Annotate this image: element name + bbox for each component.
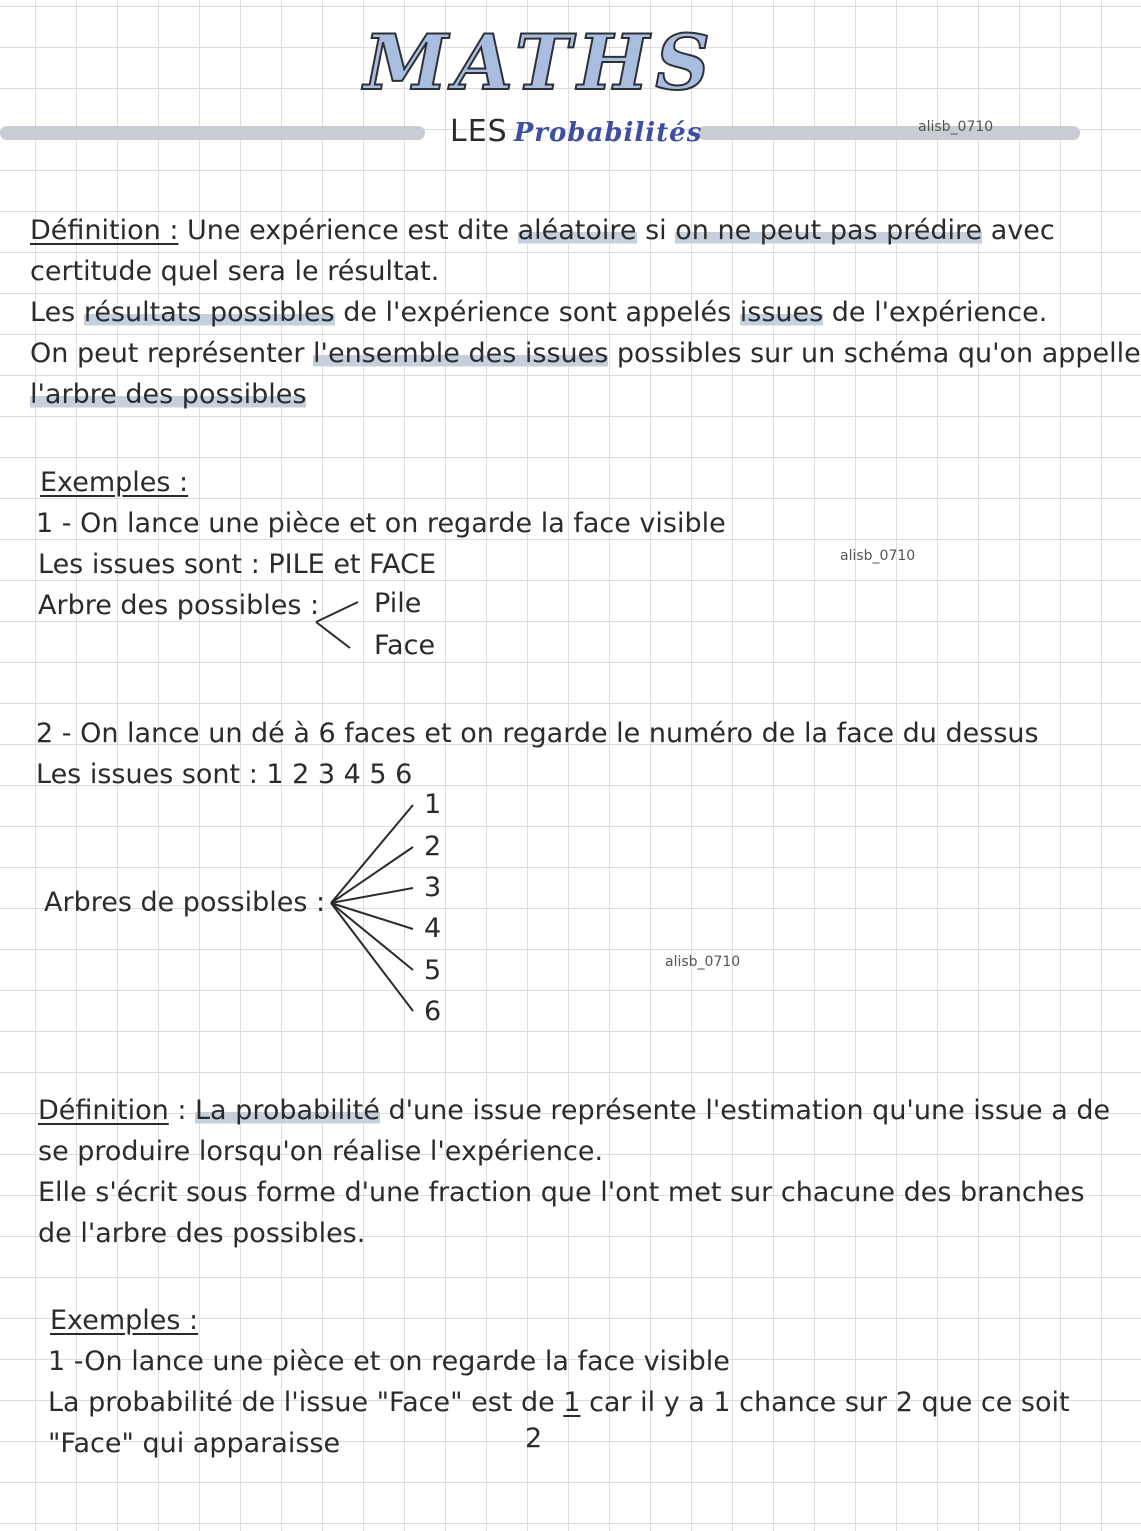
die-branch-3: 3 <box>424 872 442 903</box>
tree-branch-face: Face <box>374 630 436 661</box>
examples2-probability-line <box>48 1382 1070 1423</box>
definition1-line5 <box>30 374 306 415</box>
subtitle-fancy: Probabilités <box>513 118 703 148</box>
definition2-text: d'une issue représente l'estimation qu'une issue a de <box>379 1095 1111 1126</box>
keyword-arbre: l'arbre des possibles <box>30 379 307 410</box>
definition1-text: On peut représenter <box>30 338 314 369</box>
header-band-left <box>0 126 425 140</box>
example2-issues: Les issues sont : 1 2 3 4 5 6 <box>36 759 413 790</box>
definition1-text: de l'expérience. <box>823 297 1048 328</box>
definition2-label: Définition <box>38 1095 169 1126</box>
definition1-text: Les <box>30 297 84 328</box>
definition1-line1 <box>30 210 1055 251</box>
page-subtitle <box>450 114 702 149</box>
keyword-issues: issues <box>739 297 824 328</box>
keyword-probabilite: La probabilité <box>195 1095 380 1126</box>
die-tree-branches <box>325 795 425 1035</box>
example2-statement: 2 - On lance un dé à 6 faces et on regarde le numéro de la face du dessus <box>36 718 1039 749</box>
subtitle-plain: LES <box>450 114 508 149</box>
die-branch-1: 1 <box>424 789 442 820</box>
definition1-text: de l'expérience sont appelés <box>334 297 740 328</box>
definition1-line3 <box>30 292 1047 333</box>
examples2-statement: 1 -On lance une pièce et on regarde la face visible <box>48 1346 730 1377</box>
watermark-1: alisb_0710 <box>840 548 916 564</box>
author-tag: alisb_0710 <box>918 119 994 135</box>
die-branch-2: 2 <box>424 831 442 862</box>
coin-tree-branches <box>310 598 360 658</box>
definition1-line4 <box>30 333 1141 374</box>
die-branch-4: 4 <box>424 913 442 944</box>
definition1-text: si <box>636 215 676 246</box>
definition1-line2: certitude quel sera le résultat. <box>30 256 440 287</box>
example2-tree-label: Arbres de possibles : <box>44 887 326 918</box>
watermark-2: alisb_0710 <box>665 954 741 970</box>
examples2-text: La probabilité de l'issue "Face" est de <box>48 1387 564 1418</box>
example1-tree-label: Arbre des possibles : <box>38 590 320 621</box>
keyword-predire: on ne peut pas prédire <box>675 215 983 246</box>
die-branch-6: 6 <box>424 996 442 1027</box>
examples1-label: Exemples : <box>40 467 189 498</box>
definition2-line3: Elle s'écrit sous forme d'une fraction que l'ont met sur chacune des branches <box>38 1177 1085 1208</box>
tree-branch-pile: Pile <box>374 588 422 619</box>
keyword-resultats: résultats possibles <box>83 297 335 328</box>
definition1-label: Définition : <box>30 215 179 246</box>
example1-issues: Les issues sont : PILE et FACE <box>38 549 437 580</box>
header-band-right <box>698 126 1080 140</box>
definition2-line4: de l'arbre des possibles. <box>38 1218 366 1249</box>
die-branch-5: 5 <box>424 955 442 986</box>
definition2-line1 <box>38 1090 1110 1131</box>
definition1-text: avec <box>982 215 1055 246</box>
examples2-label: Exemples : <box>50 1305 199 1336</box>
keyword-ensemble: l'ensemble des issues <box>313 338 609 369</box>
example1-statement: 1 - On lance une pièce et on regarde la face visible <box>36 508 726 539</box>
definition1-text: Une expérience est dite <box>187 215 518 246</box>
examples2-conclusion: "Face" qui apparaisse <box>48 1428 341 1459</box>
page-title: MATHS <box>363 18 717 107</box>
fraction-denominator: 2 <box>525 1423 543 1454</box>
fraction-numerator: 1 <box>563 1387 581 1418</box>
definition2-line2: se produire lorsqu'on réalise l'expérience. <box>38 1136 604 1167</box>
definition1-text: possibles sur un schéma qu'on appelle <box>608 338 1141 369</box>
keyword-aleatoire: aléatoire <box>517 215 637 246</box>
examples2-text: car il y a 1 chance sur 2 que ce soit <box>580 1387 1070 1418</box>
definition2-colon: : <box>168 1095 196 1126</box>
